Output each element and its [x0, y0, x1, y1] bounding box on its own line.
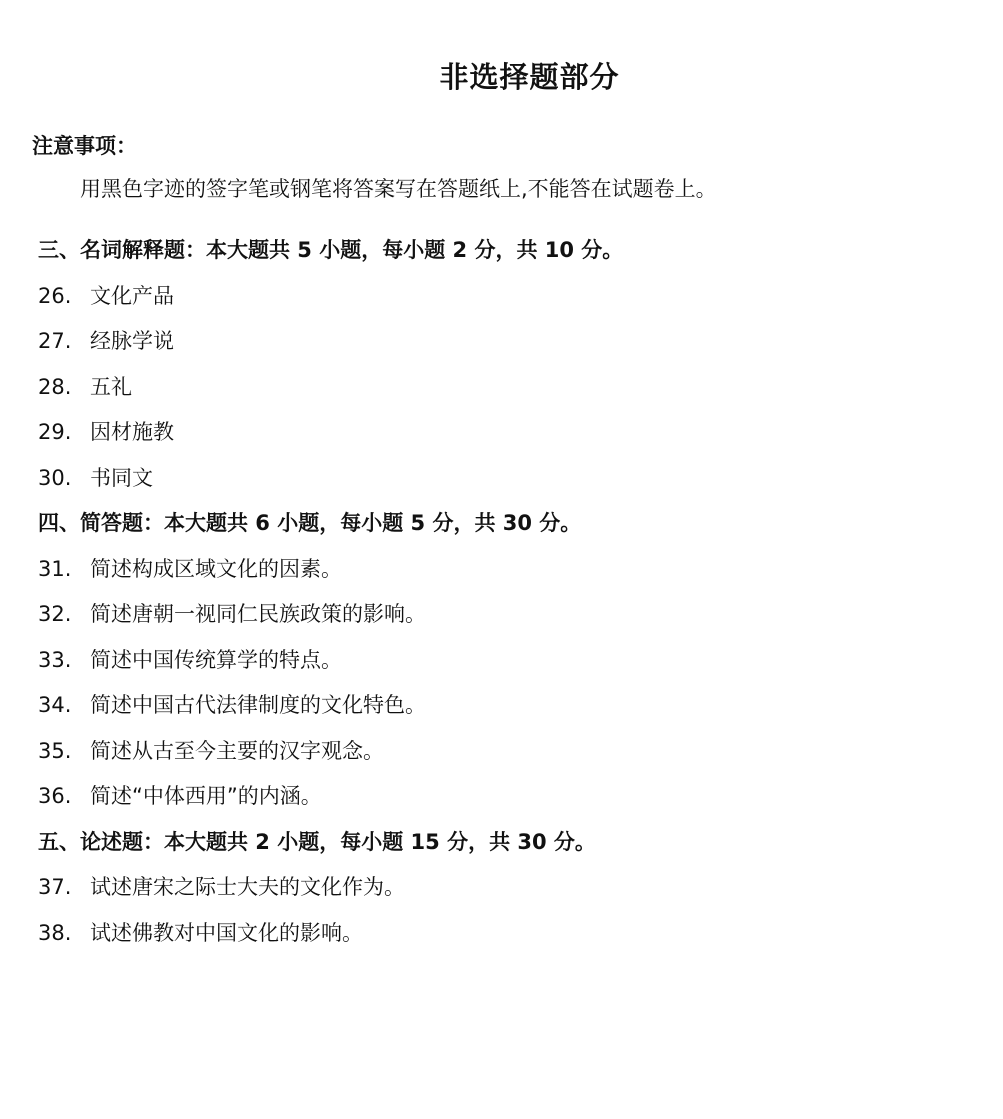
question-item: [38, 326, 623, 372]
question-item: [38, 599, 623, 645]
question-number: 35.: [38, 738, 72, 763]
question-text: 五礼: [90, 374, 132, 399]
question-text: 因材施教: [90, 420, 174, 444]
page-title: 非选择题部分: [439, 60, 620, 94]
question-list: [38, 235, 623, 963]
question-number: 31.: [38, 556, 72, 581]
question-item: [38, 417, 623, 463]
section-heading: 五、论述题：本大题共 2 小题，每小题 15 分，共 30 分。: [38, 829, 596, 854]
question-text: 简述中国古代法律制度的文化特色。: [90, 693, 426, 717]
question-item: [38, 872, 623, 918]
question-item: [38, 554, 623, 600]
section-heading: 三、名词解释题：本大题共 5 小题，每小题 2 分，共 10 分。: [38, 238, 624, 262]
question-number: 38.: [38, 920, 72, 945]
question-item: [38, 281, 623, 327]
question-text: 试述佛教对中国文化的影响。: [90, 920, 363, 945]
question-item: [38, 372, 623, 418]
question-number: 28.: [38, 374, 72, 399]
question-text: 简述“中体西用”的内涵。: [90, 784, 322, 808]
question-number: 32.: [38, 602, 72, 626]
question-text: 文化产品: [90, 283, 174, 308]
notice-text: 用黑色字迹的签字笔或钢笔将答案写在答题纸上,不能答在试题卷上。: [80, 177, 717, 201]
question-item: [38, 781, 623, 827]
question-number: 30.: [38, 465, 72, 490]
question-text: 经脉学说: [90, 329, 174, 353]
question-text: 简述中国传统算学的特点。: [90, 647, 342, 672]
question-text: 书同文: [90, 465, 153, 490]
question-number: 26.: [38, 283, 72, 308]
question-item: [38, 918, 623, 964]
section-heading: 四、简答题：本大题共 6 小题，每小题 5 分，共 30 分。: [38, 511, 582, 535]
question-text: 试述唐宋之际士大夫的文化作为。: [90, 875, 405, 899]
question-number: 33.: [38, 647, 72, 672]
question-item: [38, 645, 623, 691]
question-item: [38, 463, 623, 509]
question-text: 简述从古至今主要的汉字观念。: [90, 738, 384, 763]
notice-heading: 注意事项：: [32, 134, 137, 158]
question-text: 简述构成区域文化的因素。: [90, 556, 342, 581]
question-text: 简述唐朝一视同仁民族政策的影响。: [90, 602, 426, 626]
question-number: 37.: [38, 875, 72, 899]
question-number: 27.: [38, 329, 72, 353]
question-item: [38, 736, 623, 782]
question-number: 36.: [38, 784, 72, 808]
question-item: [38, 690, 623, 736]
question-number: 34.: [38, 693, 72, 717]
question-number: 29.: [38, 420, 72, 444]
